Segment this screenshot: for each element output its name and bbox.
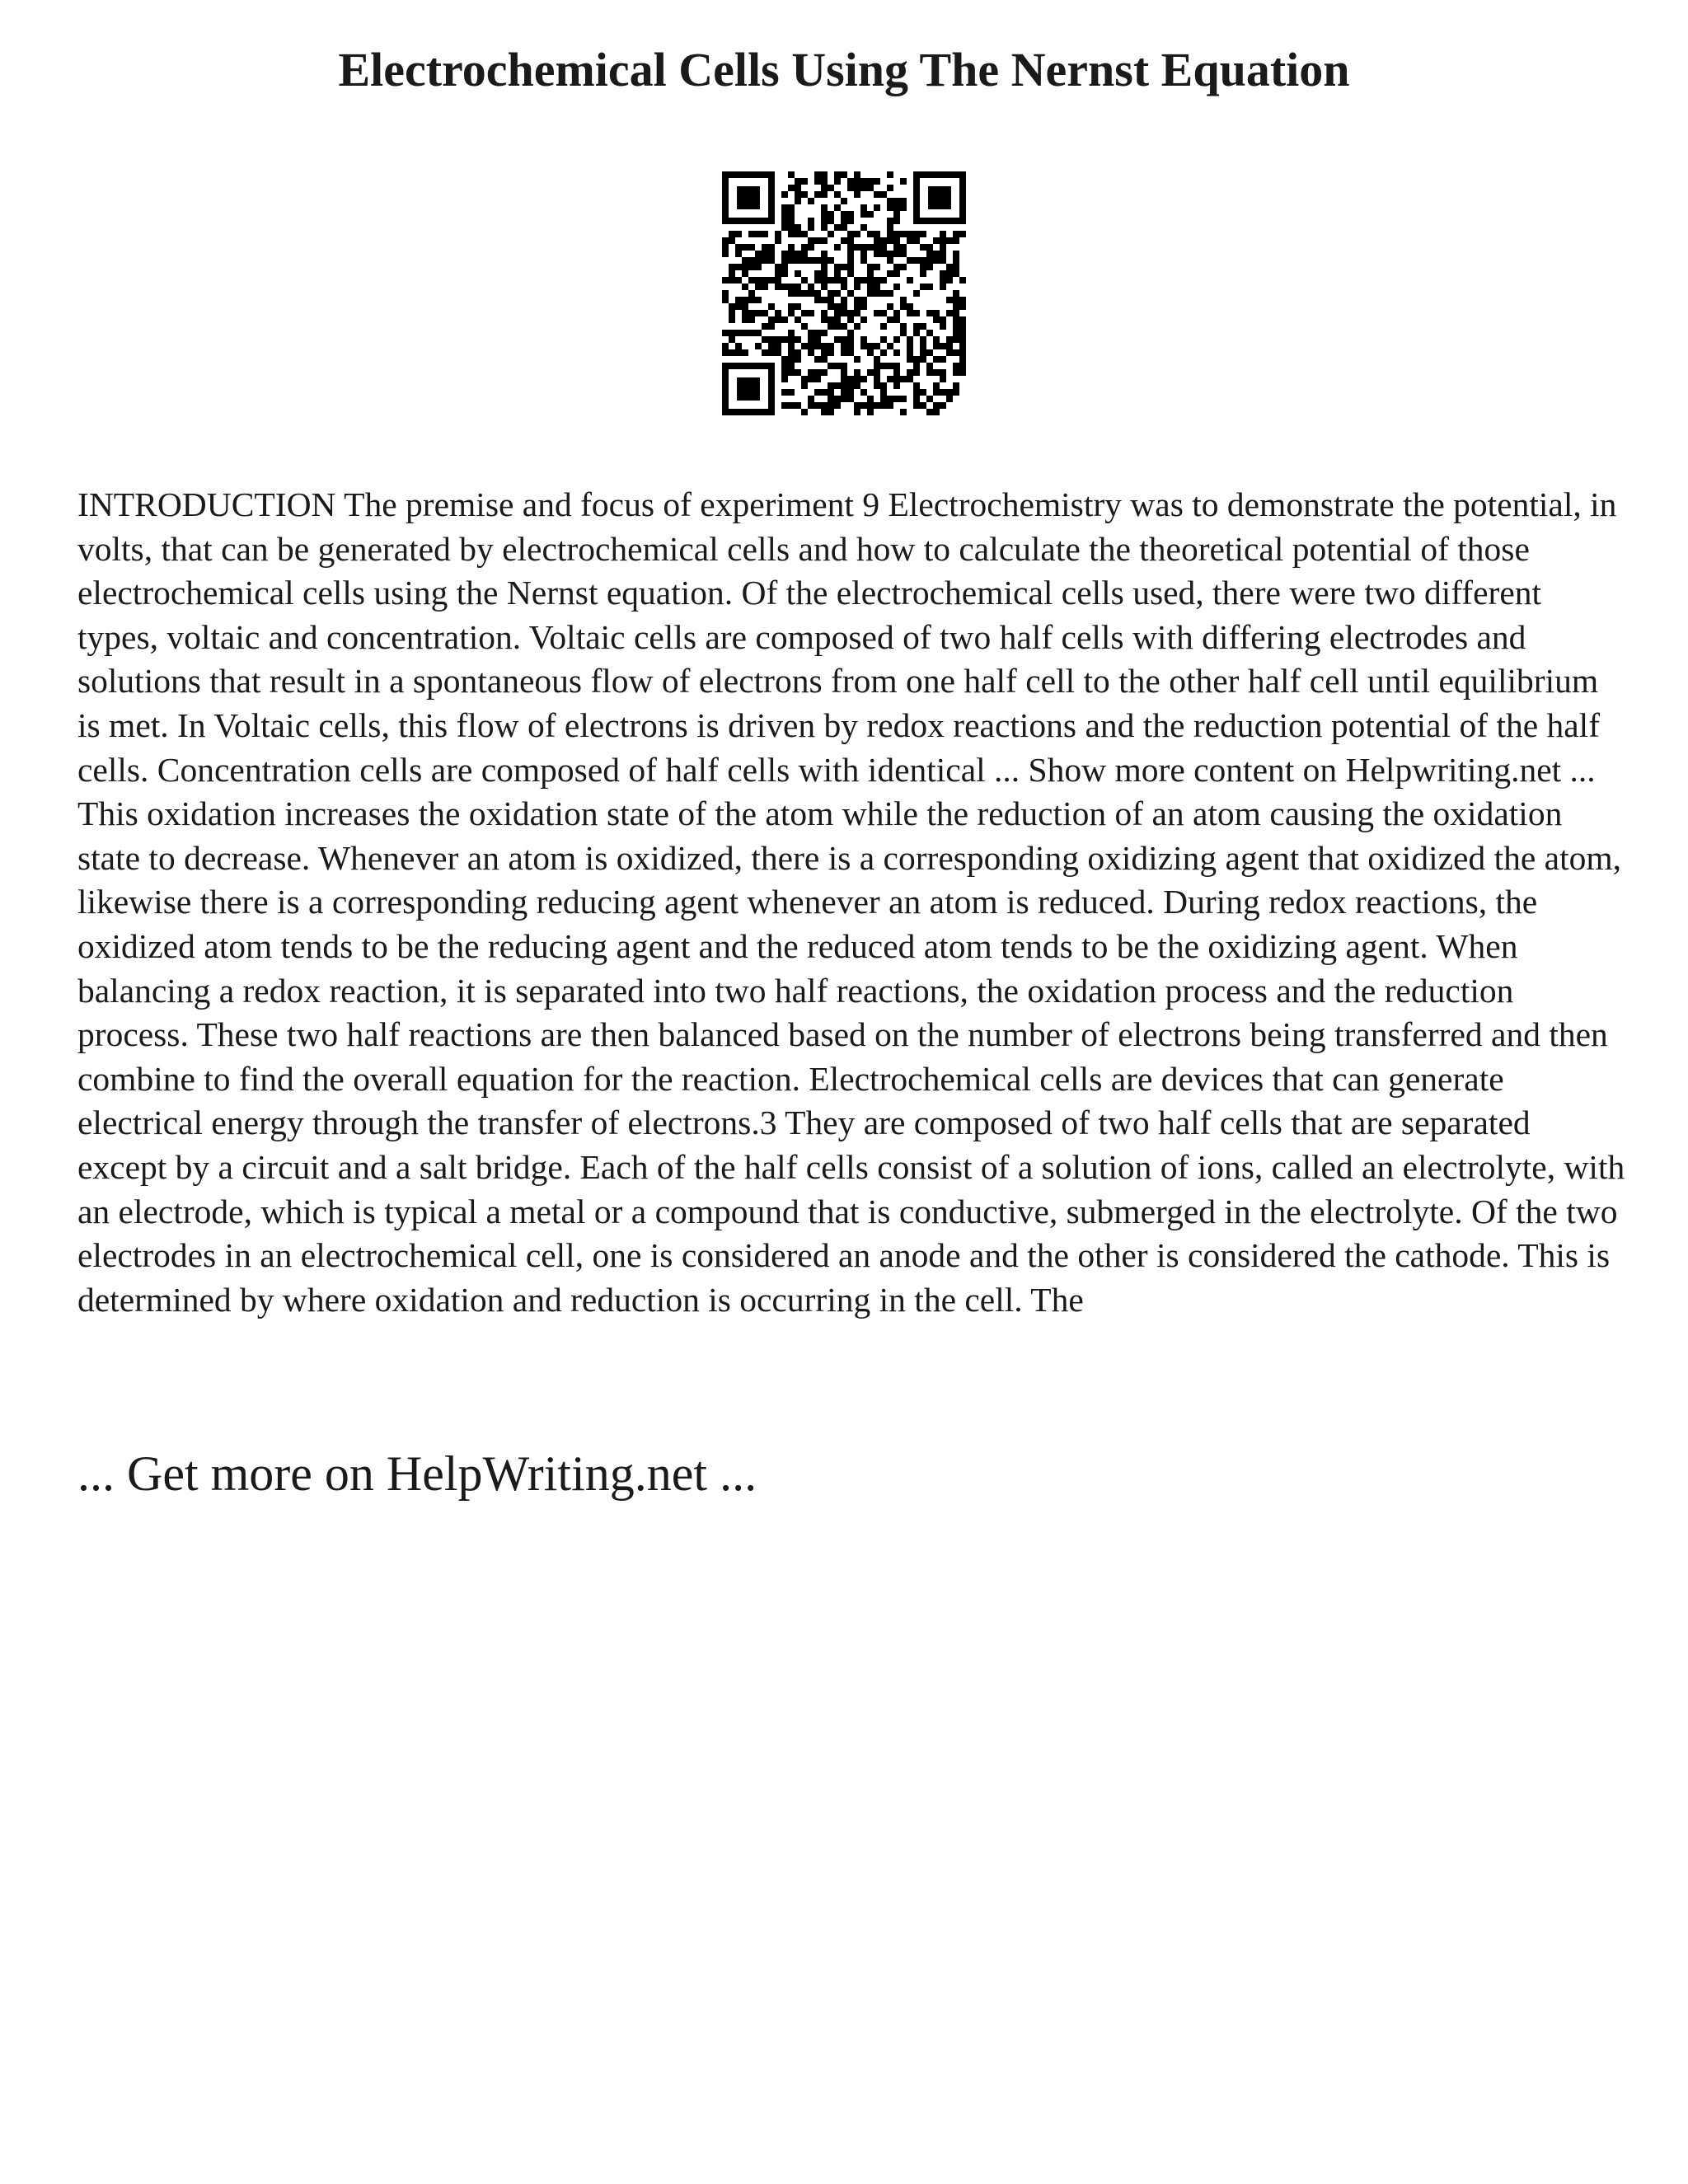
paragraph-redox: This oxidation increases the oxidation state of the atom while the reduction of an atom causing the oxidation state to decrease. Whenever an atom is oxidized, there is a corresponding oxidizing agent that oxidized the atom, likewise there is a corresponding reducing agent whenever an atom is reduced. During redox reactions, the oxidized atom tends to be the reducing agent and the reduced atom tends to be the oxidizing agent. When balancing a redox reaction, it is separated into two half reactions, the oxidation process and the reduction process. These two half reactions are then balanced based on the number of electrons being transferred and then combine to find the overall equation for the reaction. Electrochemical cells are devices that can generate electrical energy through the transfer of electrons.3 They are composed of two half cells that are separated except by a circuit and a salt bridge. Each of the half cells consist of a solution of ions, called an electrolyte, with an electrode, which is typical a metal or a compound that is conductive, submerged in the electrolyte. Of the two electrodes in an electrochemical cell, one is considered an anode and the other is considered the cathode. This is determined by where oxidation and reduction is occurring in the cell. The [77,794,1625,1319]
paragraph-intro: INTRODUCTION The premise and focus of experiment 9 Electrochemistry was to demonstrate the potential, in volts, that can be generated by electrochemical cells and how to calculate the theoretical potential of those electrochemical cells using the Nernst equation. Of the electrochemical cells used, there were two different types, voltaic and concentration. Voltaic cells are composed of two half cells with differing electrodes and solutions that result in a spontaneous flow of electrons from one half cell to the other half cell until equilibrium is met. In Voltaic cells, this flow of electrons is driven by redox reactions and the reduction potential of the half cells. Concentration cells are composed of half cells with identical ... Show more content on Helpwriting.net ... [77,485,1617,789]
page-title: Electrochemical Cells Using The Nernst Equation [338,43,1350,96]
get-more-link[interactable]: ... Get more on HelpWriting.net ... [77,1446,757,1501]
qr-code-icon[interactable] [722,171,966,415]
body-text [77,483,1627,1322]
